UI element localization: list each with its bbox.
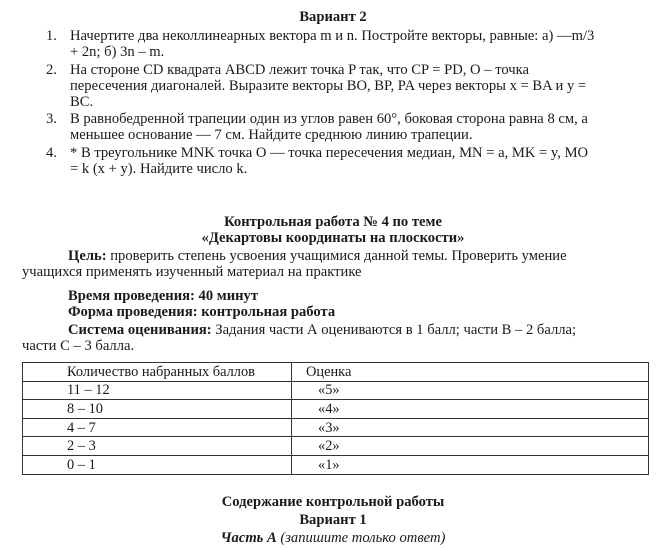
grading-label: Система оценивания:	[68, 322, 212, 338]
task-line: * В треугольнике MNK точка O — точка пересечения медиан, MN = a, MK = y, MO	[70, 145, 589, 161]
table-cell-points: 8 – 10	[23, 400, 292, 419]
grading-paragraph	[22, 322, 648, 354]
table-cell-grade: «4»	[292, 400, 649, 419]
table-cell-grade: «3»	[292, 418, 649, 437]
form-line: Форма проведения: контрольная работа	[68, 304, 336, 320]
part-a-heading	[0, 530, 666, 546]
table-header-row	[23, 363, 649, 382]
task-line: + 2n; б) 3n – m.	[70, 44, 165, 61]
task-line: Начертите два неколлинеарных вектора m и n. Постройте векторы, равные: а) —m/3	[70, 28, 595, 44]
goal-paragraph	[22, 248, 648, 280]
control-work-title-line2: «Декартовы координаты на плоскости»	[201, 230, 465, 247]
variant-1-title: Вариант 1	[299, 512, 367, 528]
table-row	[23, 455, 649, 474]
table-cell-points: 0 – 1	[23, 455, 292, 474]
table-cell-grade: «2»	[292, 437, 649, 456]
task-item	[46, 111, 648, 145]
part-a-note: (запишите только ответ)	[276, 530, 446, 546]
goal-label: Цель:	[68, 248, 107, 264]
task-line: пересечения диагоналей. Выразите векторы BO, BP, PA через векторы x = BA и y =	[70, 78, 587, 95]
header-cell-points: Количество набранных баллов	[23, 363, 292, 382]
task-line: BC.	[70, 94, 94, 111]
grading-line-2: части С – 3 балла.	[22, 338, 135, 355]
task-item	[46, 62, 648, 111]
grading-line-1	[22, 322, 648, 338]
variant-2-task-list	[46, 28, 648, 179]
grades-table	[22, 362, 649, 475]
task-line: меньшее основание — 7 см. Найдите среднюю линию трапеции.	[70, 127, 473, 144]
part-a-label: Часть А	[220, 530, 277, 546]
table-cell-grade: «5»	[292, 381, 649, 400]
time-line: Время проведения: 40 минут	[68, 288, 258, 304]
task-line: В равнобедренной трапеции один из углов равен 60°, боковая сторона равна 8 см, а	[70, 111, 588, 127]
task-item	[46, 28, 648, 62]
task-number: 4.	[46, 145, 57, 161]
variant-2-title: Вариант 2	[299, 9, 367, 25]
task-item	[46, 145, 648, 179]
table-row	[23, 418, 649, 437]
task-number: 3.	[46, 111, 57, 127]
task-line: На стороне CD квадрата ABCD лежит точка P так, что CP = PD, O – точка	[70, 62, 529, 78]
table-cell-grade: «1»	[292, 455, 649, 474]
goal-text: проверить степень усвоения учащимися данной темы. Проверить умение	[106, 248, 567, 264]
table-cell-points: 11 – 12	[23, 381, 292, 400]
task-line: = k (x + y). Найдите число k.	[70, 161, 248, 178]
goal-line-2: учащихся применять изученный материал на практике	[22, 264, 362, 281]
table-row	[23, 381, 649, 400]
content-title: Содержание контрольной работы	[221, 494, 445, 510]
goal-line-1	[22, 248, 648, 264]
table-cell-points: 4 – 7	[23, 418, 292, 437]
table-row	[23, 437, 649, 456]
grading-text: Задания части А оцениваются в 1 балл; части В – 2 балла;	[211, 322, 577, 338]
control-work-title-line1: Контрольная работа № 4 по теме	[224, 214, 442, 230]
control-work-title	[0, 214, 666, 246]
header-cell-grade: Оценка	[292, 363, 649, 382]
task-number: 1.	[46, 28, 57, 44]
task-number: 2.	[46, 62, 57, 78]
table-row	[23, 400, 649, 419]
table-cell-points: 2 – 3	[23, 437, 292, 456]
